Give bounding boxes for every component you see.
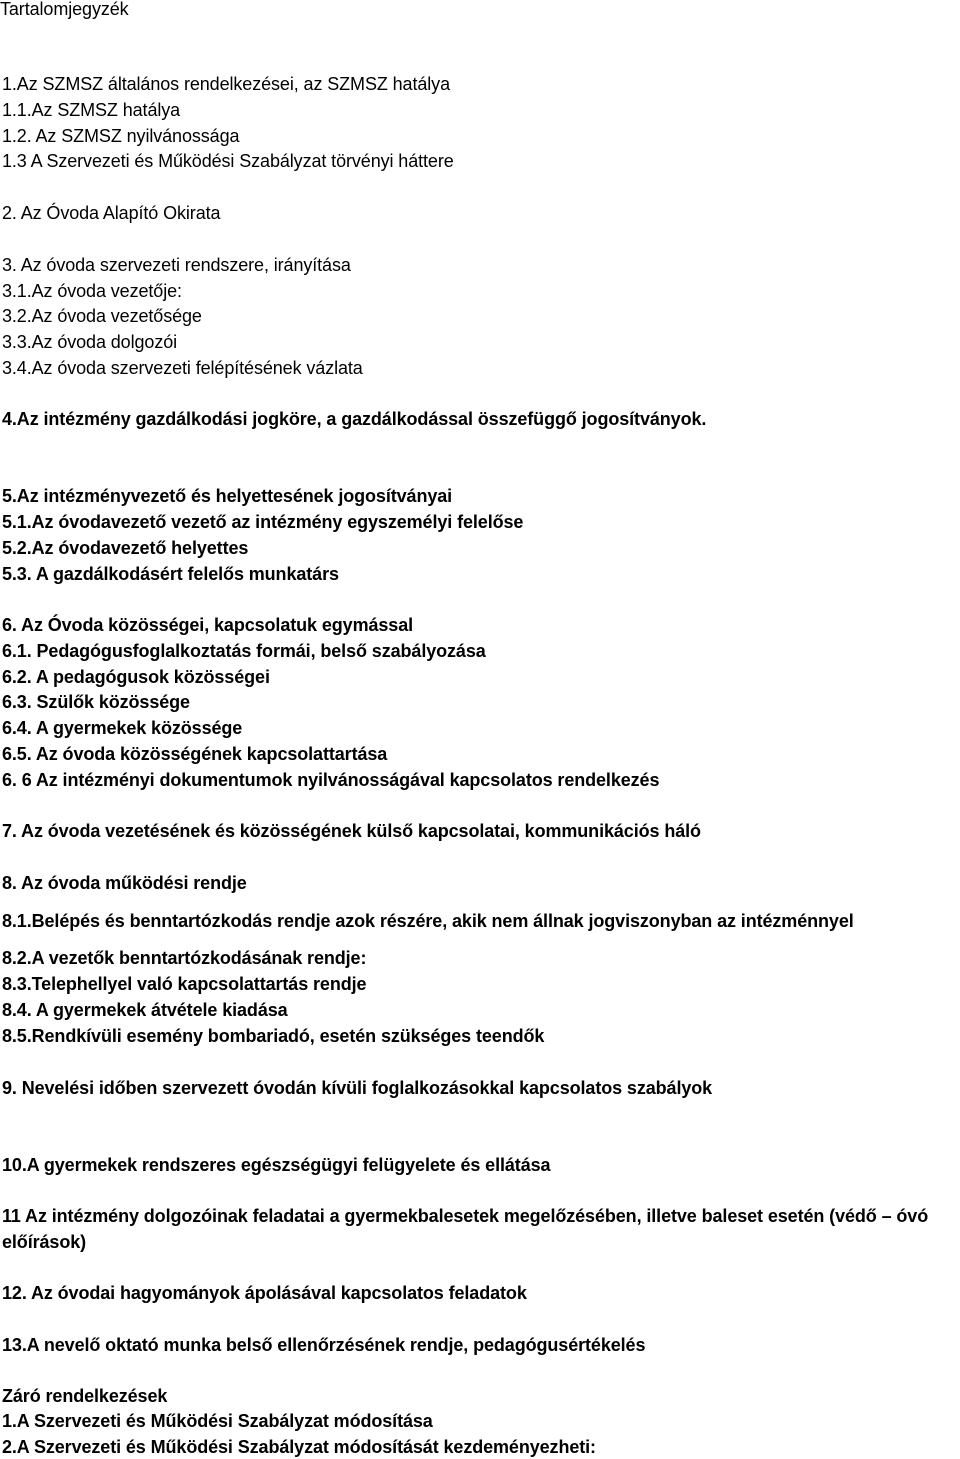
toc-item-2: 2. Az Óvoda Alapító Okirata xyxy=(2,203,221,223)
toc-closing-heading: Záró rendelkezések xyxy=(2,1386,168,1406)
toc-item-3-1: 3.1.Az óvoda vezetője: xyxy=(2,281,182,301)
toc-item-11: 11 Az intézmény dolgozóinak feladatai a gyermekbalesetek megelőzésében, illetve baleset esetén (védő – óvó előírások) xyxy=(2,1206,929,1252)
toc-item-8: 8. Az óvoda működési rendje xyxy=(2,873,247,893)
toc-item-12: 12. Az óvodai hagyományok ápolásával kapcsolatos feladatok xyxy=(2,1283,527,1303)
toc-closing-item-1: 1.A Szervezeti és Működési Szabályzat módosítása xyxy=(2,1411,433,1431)
toc-item-1-2: 1.2. Az SZMSZ nyilvánossága xyxy=(2,126,240,146)
toc-item-4: 4.Az intézmény gazdálkodási jogköre, a gazdálkodással összefüggő jogosítványok. xyxy=(2,409,707,429)
toc-item-10: 10.A gyermekek rendszeres egészségügyi felügyelete és ellátása xyxy=(2,1155,551,1175)
toc-item-8-5: 8.5.Rendkívüli esemény bombariadó, esetén szükséges teendők xyxy=(2,1026,545,1046)
toc-item-8-2: 8.2.A vezetők benntartózkodásának rendje: xyxy=(2,948,367,968)
toc-item-8-3: 8.3.Telephellyel való kapcsolattartás rendje xyxy=(2,974,367,994)
toc-closing-item-2: 2.A Szervezeti és Működési Szabályzat módosítását kezdeményezheti: xyxy=(2,1437,596,1457)
toc-item-1-3: 1.3 A Szervezeti és Működési Szabályzat törvényi háttere xyxy=(2,151,454,171)
toc-item-3-2: 3.2.Az óvoda vezetősége xyxy=(2,306,202,326)
toc-item-6-4: 6.4. A gyermekek közössége xyxy=(2,718,243,738)
toc-item-3-4: 3.4.Az óvoda szervezeti felépítésének vázlata xyxy=(2,358,363,378)
toc-item-6-6: 6. 6 Az intézményi dokumentumok nyilvánosságával kapcsolatos rendelkezés xyxy=(2,770,660,790)
toc-item-3-3: 3.3.Az óvoda dolgozói xyxy=(2,332,178,352)
toc-item-6-1: 6.1. Pedagógusfoglalkoztatás formái, belső szabályozása xyxy=(2,641,486,661)
toc-item-6-5: 6.5. Az óvoda közösségének kapcsolattartása xyxy=(2,744,388,764)
toc-item-1-1: 1.1.Az SZMSZ hatálya xyxy=(2,100,181,120)
toc-item-1: 1.Az SZMSZ általános rendelkezései, az SZMSZ hatálya xyxy=(2,74,450,94)
toc-item-8-1: 8.1.Belépés és benntartózkodás rendje azok részére, akik nem állnak jogviszonyban az intézménnyel xyxy=(2,911,854,931)
toc-item-6-3: 6.3. Szülők közössége xyxy=(2,692,190,712)
toc-item-5-1: 5.1.Az óvodavezető vezető az intézmény egyszemélyi felelőse xyxy=(2,512,524,532)
toc-item-9: 9. Nevelési időben szervezett óvodán kívüli foglalkozásokkal kapcsolatos szabályok xyxy=(2,1078,713,1098)
toc-item-5-2: 5.2.Az óvodavezető helyettes xyxy=(2,538,249,558)
toc-item-8-4: 8.4. A gyermekek átvétele kiadása xyxy=(2,1000,288,1020)
toc-item-5: 5.Az intézményvezető és helyettesének jogosítványai xyxy=(2,486,453,506)
toc-item-6-2: 6.2. A pedagógusok közösségei xyxy=(2,667,270,687)
toc-item-6: 6. Az Óvoda közösségei, kapcsolatuk egymással xyxy=(2,615,414,635)
toc-item-7: 7. Az óvoda vezetésének és közösségének külső kapcsolatai, kommunikációs háló xyxy=(2,821,701,841)
toc-item-13: 13.A nevelő oktató munka belső ellenőrzésének rendje, pedagógusértékelés xyxy=(2,1335,646,1355)
toc-item-5-3: 5.3. A gazdálkodásért felelős munkatárs xyxy=(2,564,339,584)
toc-item-3: 3. Az óvoda szervezeti rendszere, irányítása xyxy=(2,255,351,275)
document-title: Tartalomjegyzék xyxy=(0,0,129,19)
